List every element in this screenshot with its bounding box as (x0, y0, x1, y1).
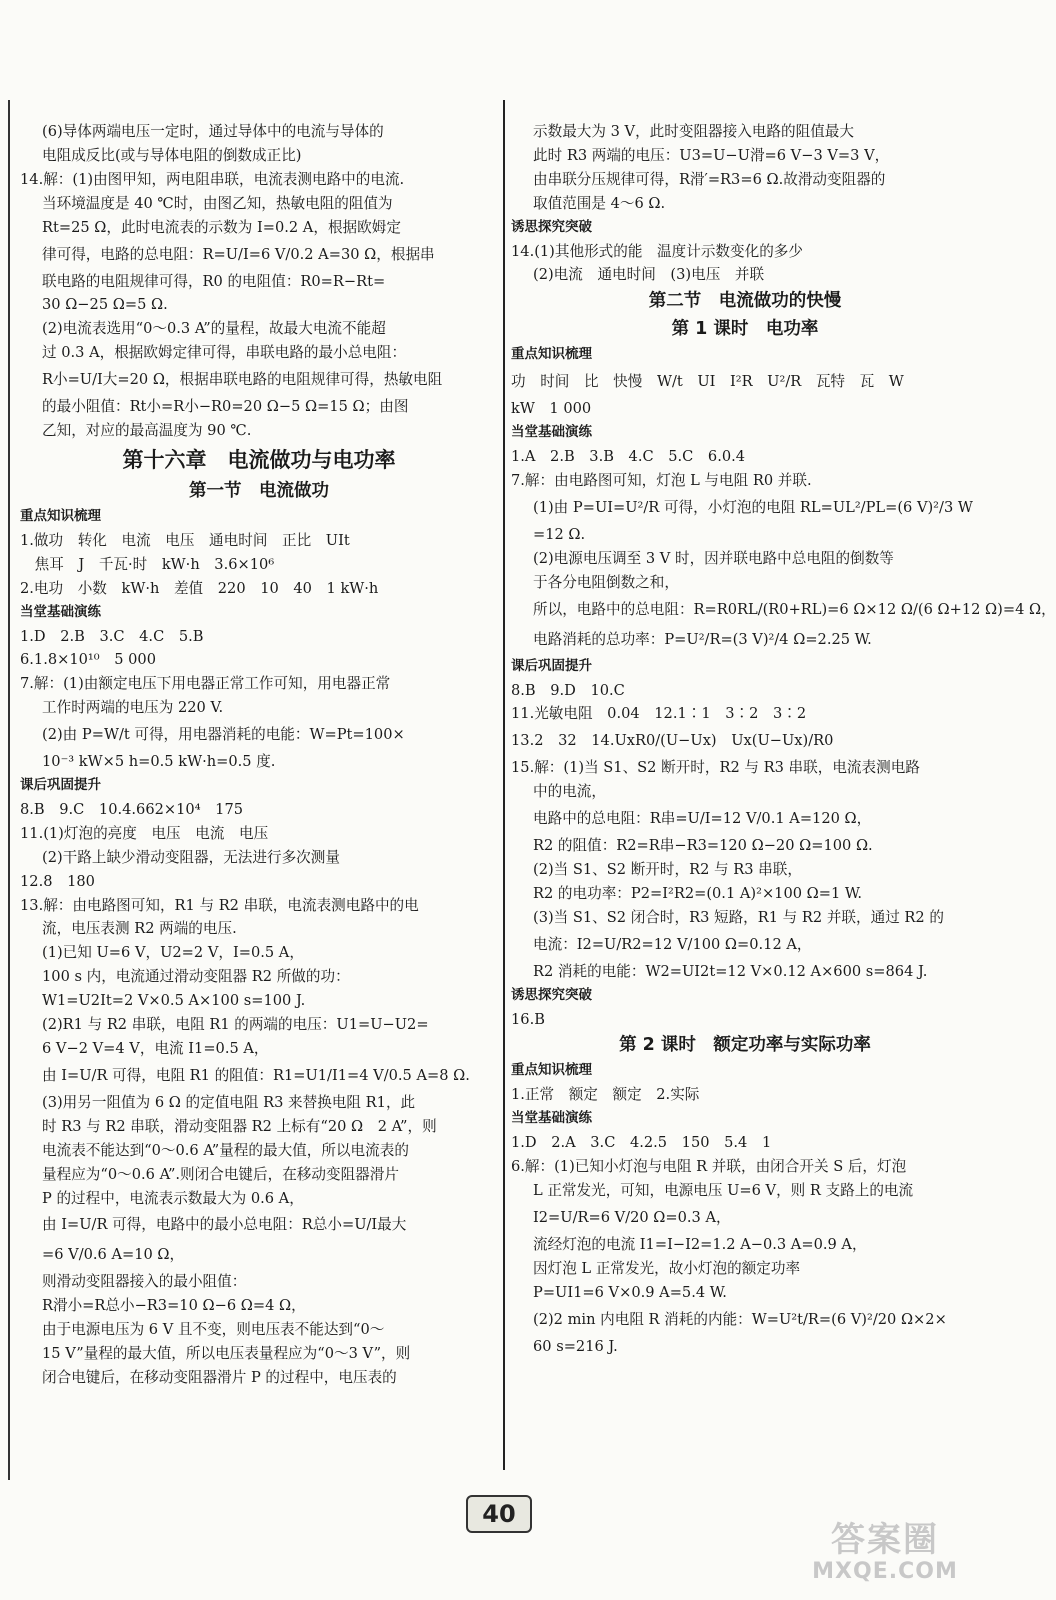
left-line: 焦耳 J 千瓦·时 kW·h 3.6×10⁶ (20, 555, 275, 573)
right-line: 中的电流， (533, 783, 606, 801)
left-line: 1.做功 转化 电流 电压 通电时间 正比 UIt (20, 531, 350, 549)
left-line: P 的过程中，电流表示数最大为 0.6 A， (42, 1189, 304, 1207)
right-line: R2 的阻值：R2=R串−R3=120 Ω−20 Ω=100 Ω. (533, 837, 873, 855)
left-line: 10⁻³ kW×5 h=0.5 kW·h=0.5 度. (42, 753, 276, 771)
watermark-logo: 答案圈 (831, 1520, 939, 1560)
left-line: 闭合电键后，在移动变阻器滑片 P 的过程中，电压表的 (42, 1369, 397, 1387)
right-line: 此时 R3 两端的电压：U3=U−U滑=6 V−3 V=3 V， (533, 146, 890, 164)
right-line: (2)电流 通电时间 (3)电压 并联 (533, 266, 765, 284)
right-line: 6.解：(1)已知小灯泡与电阻 R 并联，由闭合开关 S 后，灯泡 (511, 1158, 907, 1176)
right-line: R2 的电功率：P2=I²R2=(0.1 A)²×100 Ω=1 W. (533, 884, 863, 902)
right-line: kW 1 000 (511, 400, 592, 418)
left-line: 过 0.3 A，根据欧姆定律可得，串联电路的最小总电阻： (42, 344, 407, 362)
left-line: 电流表不能达到“0～0.6 A”量程的最大值，所以电流表的 (42, 1141, 409, 1159)
right-line: 由串联分压规律可得，R滑′=R3=6 Ω.故滑动变阻器的 (533, 170, 886, 188)
left-line: 13.解：由电路图可知，R1 与 R2 串联，电流表测电路中的电 (20, 896, 419, 914)
left-line: Rt=25 Ω，此时电流表的示数为 I=0.2 A，根据欧姆定 (42, 218, 401, 236)
left-line: 流，电压表测 R2 两端的电压. (42, 920, 237, 938)
left-line: 的最小阻值：Rt小=R小−R0=20 Ω−5 Ω=15 Ω；由图 (42, 398, 409, 416)
left-line: (6)导体两端电压一定时，通过导体中的电流与导体的 (42, 123, 384, 140)
left-line: 第一节 电流做功 (189, 480, 329, 501)
left-line: 7.解：(1)由额定电压下用电器正常工作可知，用电器正常 (20, 675, 391, 693)
right-line: (3)当 S1、S2 闭合时，R3 短路，R1 与 R2 并联，通过 R2 的 (533, 908, 944, 926)
left-line: 11.(1)灯泡的亮度 电压 电流 电压 (20, 824, 269, 842)
left-line: 12.8 180 (20, 872, 95, 890)
right-line: 第 2 课时 额定功率与实际功率 (619, 1035, 871, 1056)
left-line: =6 V/0.6 A=10 Ω， (42, 1246, 185, 1264)
left-line: 联电路的电阻规律可得，R0 的电阻值：R0=R−Rt= (42, 272, 386, 290)
left-line: 由于电源电压为 6 V 且不变，则电压表不能达到“0～ (42, 1321, 385, 1339)
right-line: 第 1 课时 电功率 (671, 319, 819, 340)
right-line: 电路中的总电阻：R串=U/I=12 V/0.1 A=120 Ω， (533, 810, 872, 828)
right-line: 课后巩固提升 (511, 657, 592, 674)
right-line: 1.A 2.B 3.B 4.C 5.C 6.0.4 (511, 448, 746, 466)
left-line: 30 Ω−25 Ω=5 Ω. (42, 296, 168, 314)
left-line: 重点知识梳理 (20, 507, 101, 524)
right-line: R2 消耗的电能：W2=UI2t=12 V×0.12 A×600 s=864 J. (533, 962, 928, 980)
right-line: 因灯泡 L 正常发光，故小灯泡的额定功率 (533, 1259, 801, 1277)
right-line: (2)电源电压调至 3 V 时，因并联电路中总电阻的倒数等 (533, 549, 894, 567)
right-line: 15.解：(1)当 S1、S2 断开时，R2 与 R3 串联，电流表测电路 (511, 759, 920, 777)
right-line: L 正常发光，可知，电源电压 U=6 V，则 R 支路上的电流 (533, 1182, 914, 1199)
page-number: 40 (466, 1495, 532, 1533)
right-line: I2=U/R=6 V/20 Ω=0.3 A， (533, 1208, 731, 1226)
left-line: 由 I=U/R 可得，电阻 R1 的阻值：R1=U1/I1=4 V/0.5 A=8 Ω. (42, 1066, 470, 1084)
right-line: 诱思探究突破 (511, 986, 592, 1003)
right-line: 电路消耗的总功率：P=U²/R=(3 V)²/4 Ω=2.25 W. (533, 630, 872, 648)
left-line: R滑小=R总小−R3=10 Ω−6 Ω=4 Ω， (42, 1297, 306, 1315)
left-line: 工作时两端的电压为 220 V. (42, 699, 224, 717)
right-line: 电流：I2=U/R2=12 V/100 Ω=0.12 A， (533, 935, 812, 953)
left-line: 乙知，对应的最高温度为 90 ℃. (42, 422, 252, 440)
left-line: 6 V−2 V=4 V，电流 I1=0.5 A， (42, 1040, 269, 1057)
right-line: (2)当 S1、S2 断开时，R2 与 R3 串联， (533, 861, 802, 879)
left-line: 1.D 2.B 3.C 4.C 5.B (20, 627, 204, 645)
left-line: 当堂基础演练 (20, 603, 101, 620)
left-line: 电阻成反比(或与导体电阻的倒数成正比) (42, 146, 302, 164)
left-line: (3)用另一阻值为 6 Ω 的定值电阻 R3 来替换电阻 R1，此 (42, 1093, 416, 1111)
left-line: 当环境温度是 40 ℃时，由图乙知，热敏电阻的阻值为 (42, 194, 393, 212)
left-line: 由 I=U/R 可得，电路中的最小总电阻：R总小=U/I最大 (42, 1216, 407, 1234)
left-line: (2)由 P=W/t 可得，用电器消耗的电能：W=Pt=100× (42, 726, 405, 744)
right-line: (1)由 P=UI=U²/R 可得，小灯泡的电阻 RL=UL²/PL=(6 V)²/3 W (533, 498, 973, 516)
right-line: 重点知识梳理 (511, 1062, 592, 1079)
right-line: 重点知识梳理 (511, 346, 592, 363)
right-line: 1.正常 额定 额定 2.实际 (511, 1086, 700, 1104)
right-line: 第二节 电流做功的快慢 (648, 291, 842, 312)
binding-margin-line (8, 100, 10, 1480)
left-line: 第十六章 电流做功与电功率 (122, 447, 396, 472)
left-line: (2)电流表选用“0～0.3 A”的量程，故最大电流不能超 (42, 320, 386, 338)
right-line: 于各分电阻倒数之和， (533, 573, 679, 591)
right-line: 示数最大为 3 V，此时变阻器接入电路的阻值最大 (533, 123, 854, 140)
left-line: 量程应为“0～0.6 A”.则闭合电键后，在移动变阻器滑片 (42, 1165, 399, 1183)
watermark (790, 1520, 980, 1590)
left-line: 8.B 9.C 10.4.662×10⁴ 175 (20, 800, 244, 818)
right-line: 13.2 32 14.UxR0/(U−Ux) Ux(U−Ux)/R0 (511, 732, 834, 750)
left-line: 100 s 内，电流通过滑动变阻器 R2 所做的功： (42, 968, 350, 986)
left-column (20, 120, 498, 1390)
left-line: 6.1.8×10¹⁰ 5 000 (20, 651, 157, 669)
left-line: (1)已知 U=6 V，U2=2 V，I=0.5 A， (42, 944, 304, 962)
right-line: (2)2 min 内电阻 R 消耗的内能：W=U²t/R=(6 V)²/20 Ω×2× (533, 1310, 947, 1328)
left-line: W1=U2It=2 V×0.5 A×100 s=100 J. (42, 992, 306, 1010)
right-line: 60 s=216 J. (533, 1337, 618, 1355)
left-line: (2)干路上缺少滑动变阻器，无法进行多次测量 (42, 848, 340, 866)
right-column (511, 120, 1056, 1359)
left-line: 课后巩固提升 (20, 777, 101, 794)
right-line: 8.B 9.D 10.C (511, 681, 625, 699)
left-line: (2)R1 与 R2 串联，电阻 R1 的两端的电压：U1=U−U2= (42, 1016, 429, 1034)
watermark-url: MXQE.COM (812, 1559, 958, 1584)
left-line: 14.解：(1)由图甲知，两电阻串联，电流表测电路中的电流. (20, 170, 405, 188)
right-line: 当堂基础演练 (511, 424, 592, 441)
right-line: 取值范围是 4～6 Ω. (533, 194, 666, 212)
right-line: =12 Ω. (533, 525, 586, 543)
right-line: 16.B (511, 1010, 545, 1028)
right-line: 7.解：由电路图可知，灯泡 L 与电阻 R0 并联. (511, 471, 812, 489)
left-line: 律可得，电路的总电阻：R=U/I=6 V/0.2 A=30 Ω，根据串 (42, 245, 435, 263)
right-line: 功 时间 比 快慢 W/t UI I²R U²/R 瓦特 瓦 W (511, 373, 904, 391)
right-line: 1.D 2.A 3.C 4.2.5 150 5.4 1 (511, 1134, 772, 1152)
left-line: 时 R3 与 R2 串联，滑动变阻器 R2 上标有“20 Ω 2 A”，则 (42, 1117, 437, 1135)
right-line: 当堂基础演练 (511, 1110, 592, 1127)
column-divider (503, 100, 505, 1470)
left-line: 2.电功 小数 kW·h 差值 220 10 40 1 kW·h (20, 579, 379, 597)
right-line: 流经灯泡的电流 I1=I−I2=1.2 A−0.3 A=0.9 A， (533, 1235, 867, 1253)
right-line: 11.光敏电阻 0.04 12.1∶1 3∶2 3∶2 (511, 705, 807, 723)
right-line: 14.(1)其他形式的能 温度计示数变化的多少 (511, 242, 803, 260)
left-line: 15 V”量程的最大值，所以电压表量程应为“0～3 V”，则 (42, 1345, 411, 1363)
left-line: R小=U/I大=20 Ω，根据串联电路的电阻规律可得，热敏电阻 (42, 371, 443, 389)
left-line: 则滑动变阻器接入的最小阻值： (42, 1273, 247, 1291)
right-line: 诱思探究突破 (511, 218, 592, 235)
right-line: 所以，电路中的总电阻：R=R0RL/(R0+RL)=6 Ω×12 Ω/(6 Ω+12 Ω)=4 Ω， (533, 600, 1056, 618)
right-line: P=UI1=6 V×0.9 A=5.4 W. (533, 1283, 727, 1301)
